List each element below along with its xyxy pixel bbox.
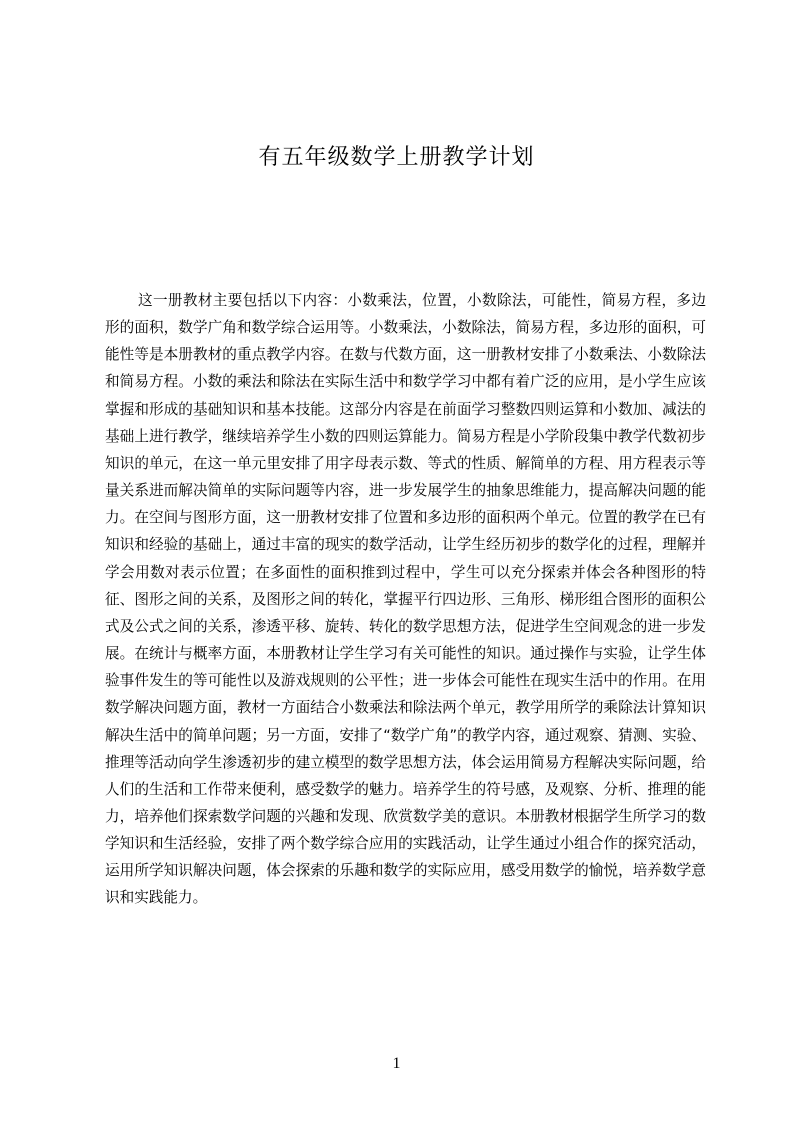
page-number: 1 <box>392 1055 401 1072</box>
body-paragraph: 这一册教材主要包括以下内容：小数乘法，位置，小数除法，可能性，简易方程，多边形的面积，数学广角和数学综合运用等。小数乘法，小数除法，简易方程，多边形的面积，可能性等是本册教材的重点教学内容。在数与代数方面，这一册教材安排了小数乘法、小数除法和简易方程。小数的乘法和除法在实际生活中和数学学习中都有着广泛的应用，是小学生应该掌握和形成的基础知识和基本技能。这部分内容是在前面学习整数四则运算和小数加、减法的基础上进行教学，继续培养学生小数的四则运算能力。简易方程是小学阶段集中教学代数初步知识的单元，在这一单元里安排了用字母表示数、等式的性质、解简单的方程、用方程表示等量关系进而解决简单的实际问题等内容，进一步发展学生的抽象思维能力，提高解决问题的能力。在空间与图形方面，这一册教材安排了位置和多边形的面积两个单元。位置的教学在已有知识和经验的基础上，通过丰富的现实的数学活动，让学生经历初步的数学化的过程，理解并学会用数对表示位置；在多面性的面积推到过程中，学生可以充分探索并体会各种图形的特征、图形之间的关系，及图形之间的转化，掌握平行四边形、三角形、梯形组合图形的面积公式及公式之间的关系，渗透平移、旋转、转化的数学思想方法，促进学生空间观念的进一步发展。在统计与概率方面，本册教材让学生学习有关可能性的知识。通过操作与实验，让学生体验事件发生的等可能性以及游戏规则的公平性；进一步体会可能性在现实生活中的作用。在用数学解决问题方面，教材一方面结合小数乘法和除法两个单元，教学用所学的乘除法计算知识解决生活中的简单问题；另一方面，安排了“数学广角”的教学内容，通过观察、猜测、实验、推理等活动向学生渗透初步的建立模型的数学思想方法，体会运用简易方程解决实际问题，给人们的生活和工作带来便利，感受数学的魅力。培养学生的符号感，及观察、分析、推理的能力，培养他们探索数学问题的兴趣和发现、欣赏数学美的意识。本册教材根据学生所学习的数学知识和生活经验，安排了两个数学综合应用的实践活动，让学生通过小组合作的探究活动，运用所学知识解决问题，体会探索的乐趣和数学的实际应用，感受用数学的愉悦，培养数学意识和实践能力。 <box>105 292 706 907</box>
document-title: 有五年级数学上册教学计划 <box>258 145 535 170</box>
